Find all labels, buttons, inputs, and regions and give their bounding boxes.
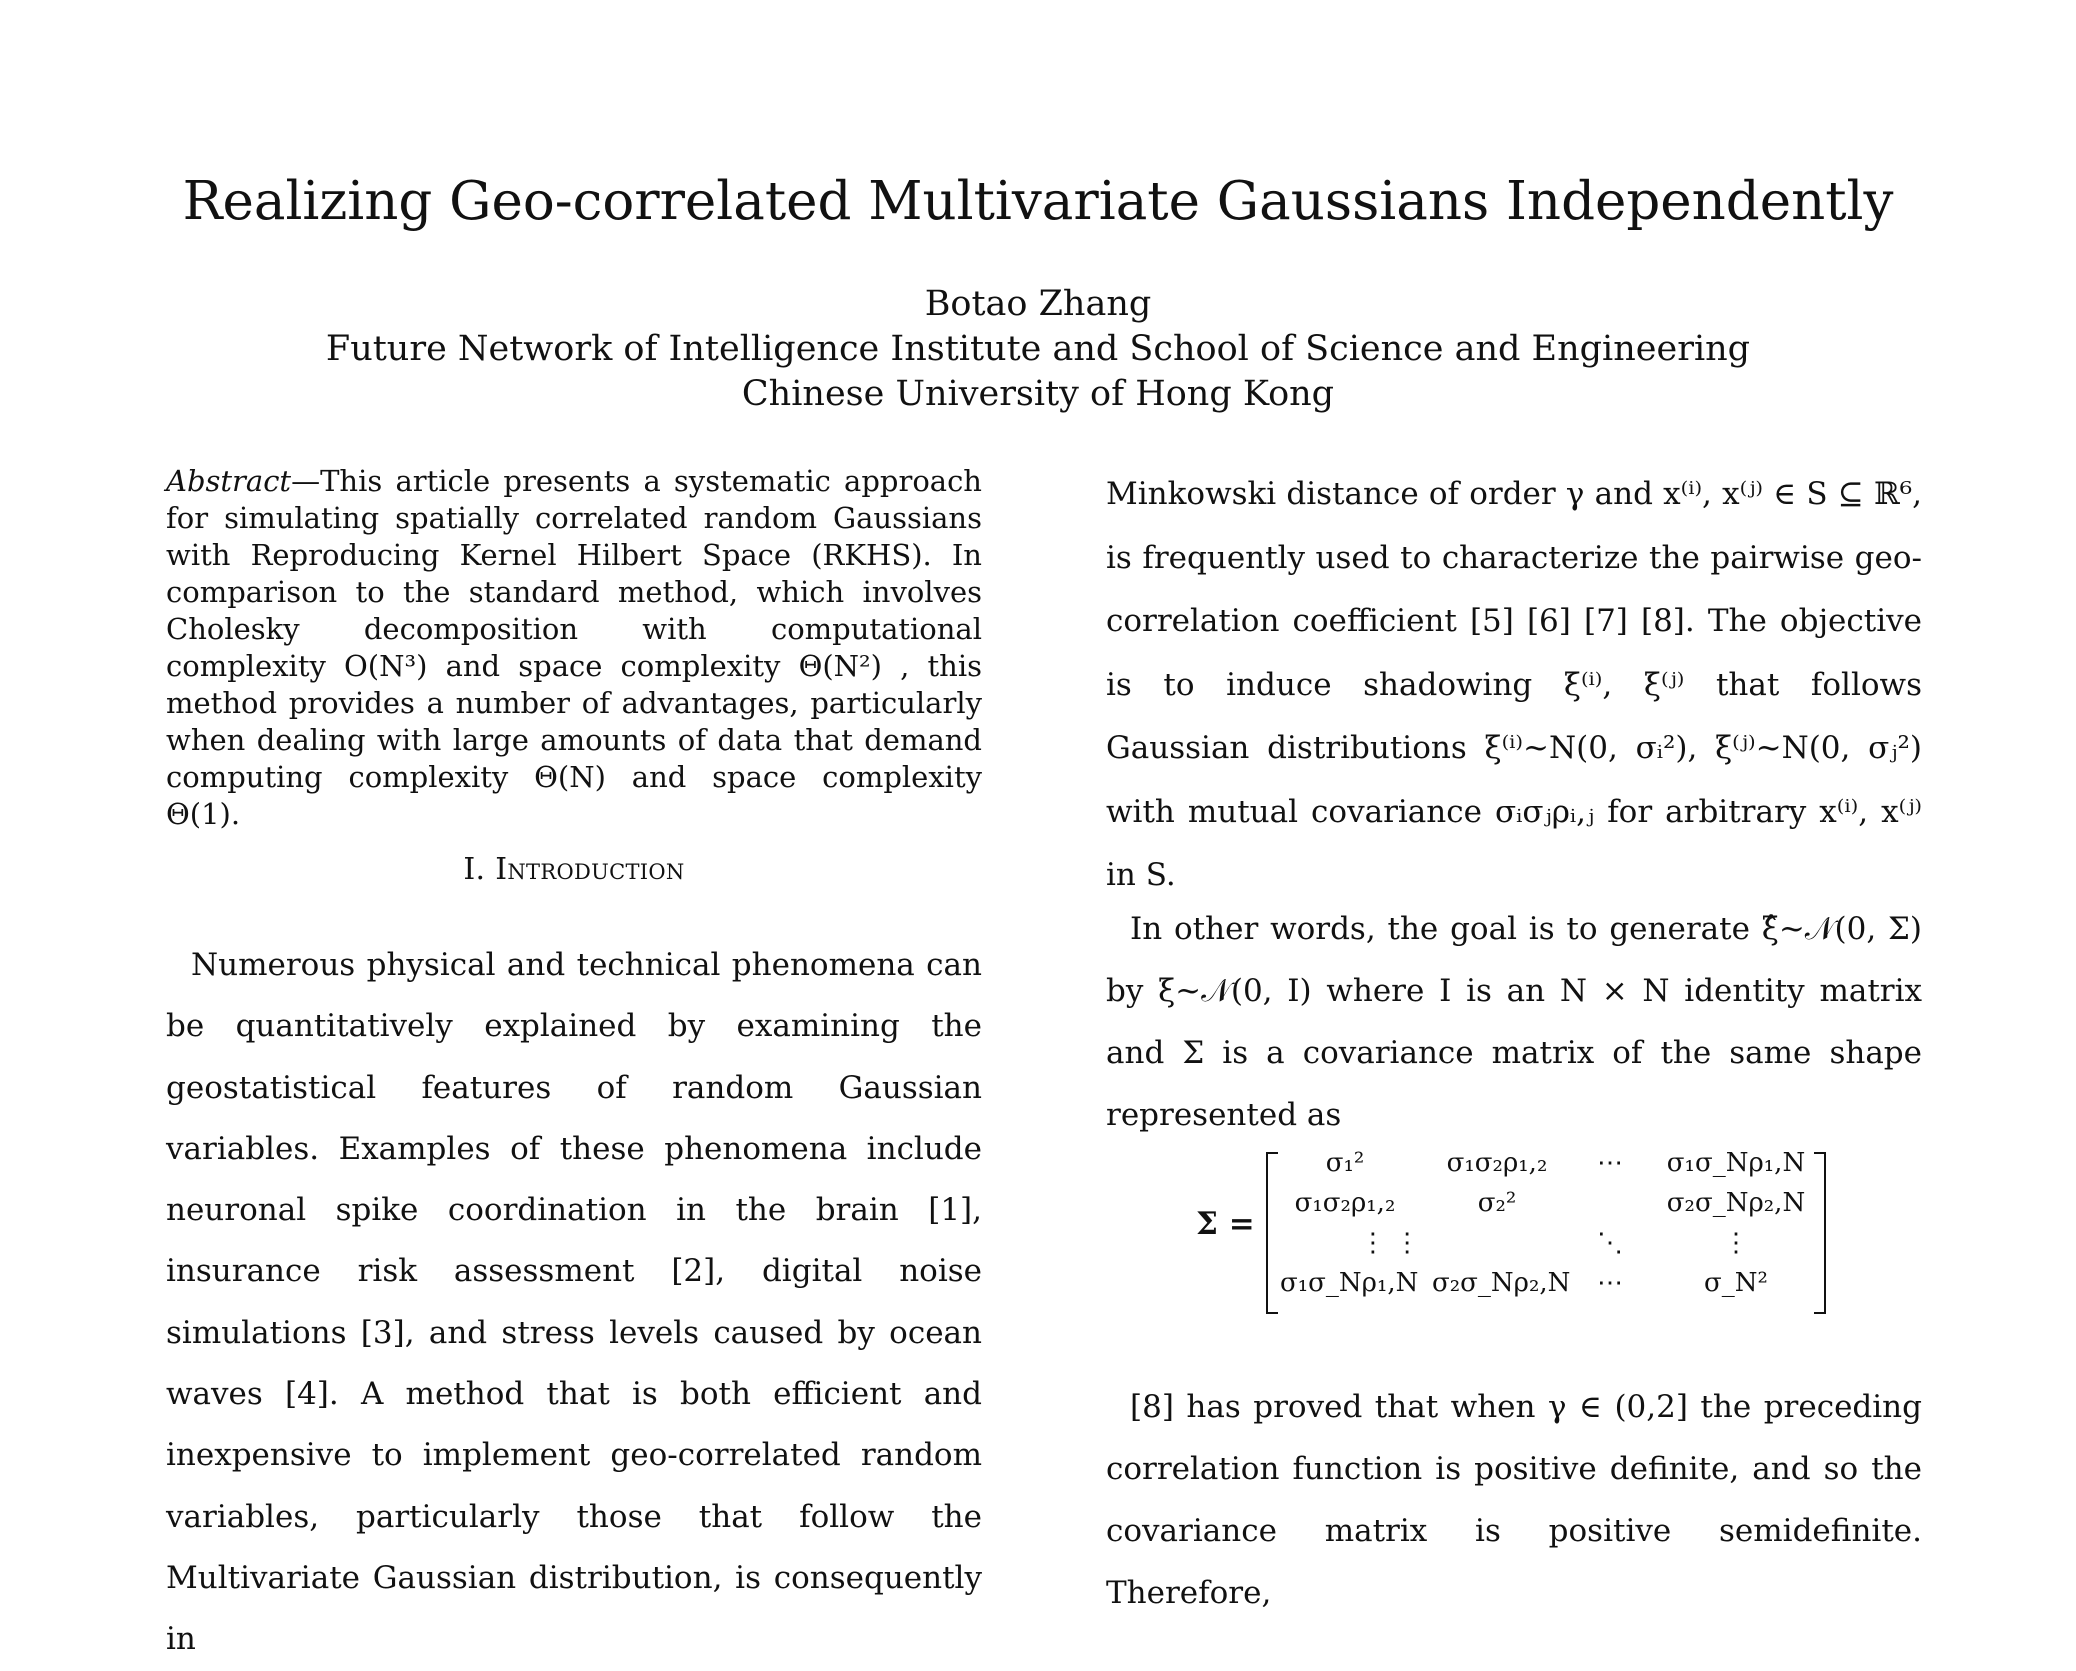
abstract-lead: Abstract xyxy=(166,464,292,498)
matrix-row-3 xyxy=(1280,1228,1812,1268)
right-paragraph-1: Minkowski distance of order γ and x⁽ⁱ⁾, x⁽ʲ⁾ ∈ S ⊆ ℝ⁶, is frequently used to characterize the pairwise geo-correlation coefficient [5] [6] [7] [8]. The objective is to induce shadowing ξ⁽ⁱ⁾, ξ⁽ʲ⁾ that follows Gaussian distributions ξ⁽ⁱ⁾~N(0, σᵢ²), ξ⁽ʲ⁾~N(0, σⱼ²) with mutual covariance σᵢσⱼρᵢ,ⱼ for arbitrary x⁽ⁱ⁾, x⁽ʲ⁾ in S. xyxy=(1106,476,1922,893)
covariance-matrix xyxy=(1266,1140,1826,1318)
equation-lhs: Σ = xyxy=(1196,1206,1255,1242)
matrix-cell: σ₁σ₂ρ₁,₂ xyxy=(1446,1148,1548,1178)
matrix-cell: σ_N² xyxy=(1704,1268,1768,1298)
section-heading-introduction: I. Introduction xyxy=(463,852,685,887)
matrix-cell: ⋮ xyxy=(1723,1228,1749,1258)
paper-title: Realizing Geo-correlated Multivariate Gaussians Independently xyxy=(182,171,1894,232)
matrix-cell: σ₁σ_Nρ₁,N xyxy=(1280,1268,1419,1298)
right-paragraph-2: In other words, the goal is to generate ξ̂~𝒩(0, Σ) by ξ~𝒩(0, I) where I is an N × N identity matrix and Σ is a covariance matrix of the same shape represented as xyxy=(1106,911,1922,1133)
matrix-cell: ⋯ xyxy=(1597,1268,1623,1298)
covariance-matrix-equation xyxy=(1196,1140,1836,1320)
matrix-cell: σ₁σ₂ρ₁,₂ xyxy=(1294,1188,1396,1218)
right-column xyxy=(1106,463,1922,908)
author-affiliation: Future Network of Intelligence Institute and School of Science and Engineering xyxy=(325,329,1751,369)
matrix-cell: ⋮ ⋮ xyxy=(1359,1228,1421,1258)
right-paragraph-3: [8] has proved that when γ ∈ (0,2] the preceding correlation function is positive definite, and so the covariance matrix is positive semidefinite. Therefore, xyxy=(1106,1389,1922,1611)
matrix-row-2 xyxy=(1280,1188,1812,1228)
abstract xyxy=(166,463,982,833)
matrix-cell: σ₂σ_Nρ₂,N xyxy=(1666,1188,1806,1218)
abstract-text: —This article presents a systematic approach for simulating spatially correlated random Gaussians with Reproducing Kernel Hilbert Space (RKHS). In comparison to the standard method, which involves Cholesky decomposition with computational complexity O(N³) and space complexity Θ(N²) , this method provides a number of advantages, particularly when dealing with large amounts of data that demand computing complexity Θ(N) and space complexity Θ(1). xyxy=(166,464,982,831)
introduction-paragraph: Numerous physical and technical phenomena can be quantitatively explained by examining the geostatistical features of random Gaussian variables. Examples of these phenomena include neuronal spike coordination in the brain [1], insurance risk assessment [2], digital noise simulations [3], and stress levels caused by ocean waves [4]. A method that is both efficient and inexpensive to implement geo-correlated random variables, particularly those that follow the Multivariate Gaussian distribution, is consequently in xyxy=(166,947,982,1658)
matrix-left-bracket xyxy=(1266,1152,1278,1314)
matrix-cell: ⋯ xyxy=(1597,1148,1623,1178)
matrix-row-1 xyxy=(1280,1148,1812,1188)
author-name: Botao Zhang xyxy=(924,284,1152,324)
matrix-cell: σ₁σ_Nρ₁,N xyxy=(1666,1148,1806,1178)
matrix-cell: ⋱ xyxy=(1597,1228,1623,1258)
matrix-cell: σ₂² xyxy=(1477,1188,1517,1218)
matrix-cell: σ₁² xyxy=(1325,1148,1365,1178)
matrix-right-bracket xyxy=(1814,1152,1826,1314)
author-block xyxy=(0,282,2076,417)
matrix-row-4 xyxy=(1280,1268,1812,1308)
author-institution: Chinese University of Hong Kong xyxy=(741,374,1335,414)
left-column xyxy=(166,463,982,833)
matrix-cell: σ₂σ_Nρ₂,N xyxy=(1432,1268,1571,1298)
